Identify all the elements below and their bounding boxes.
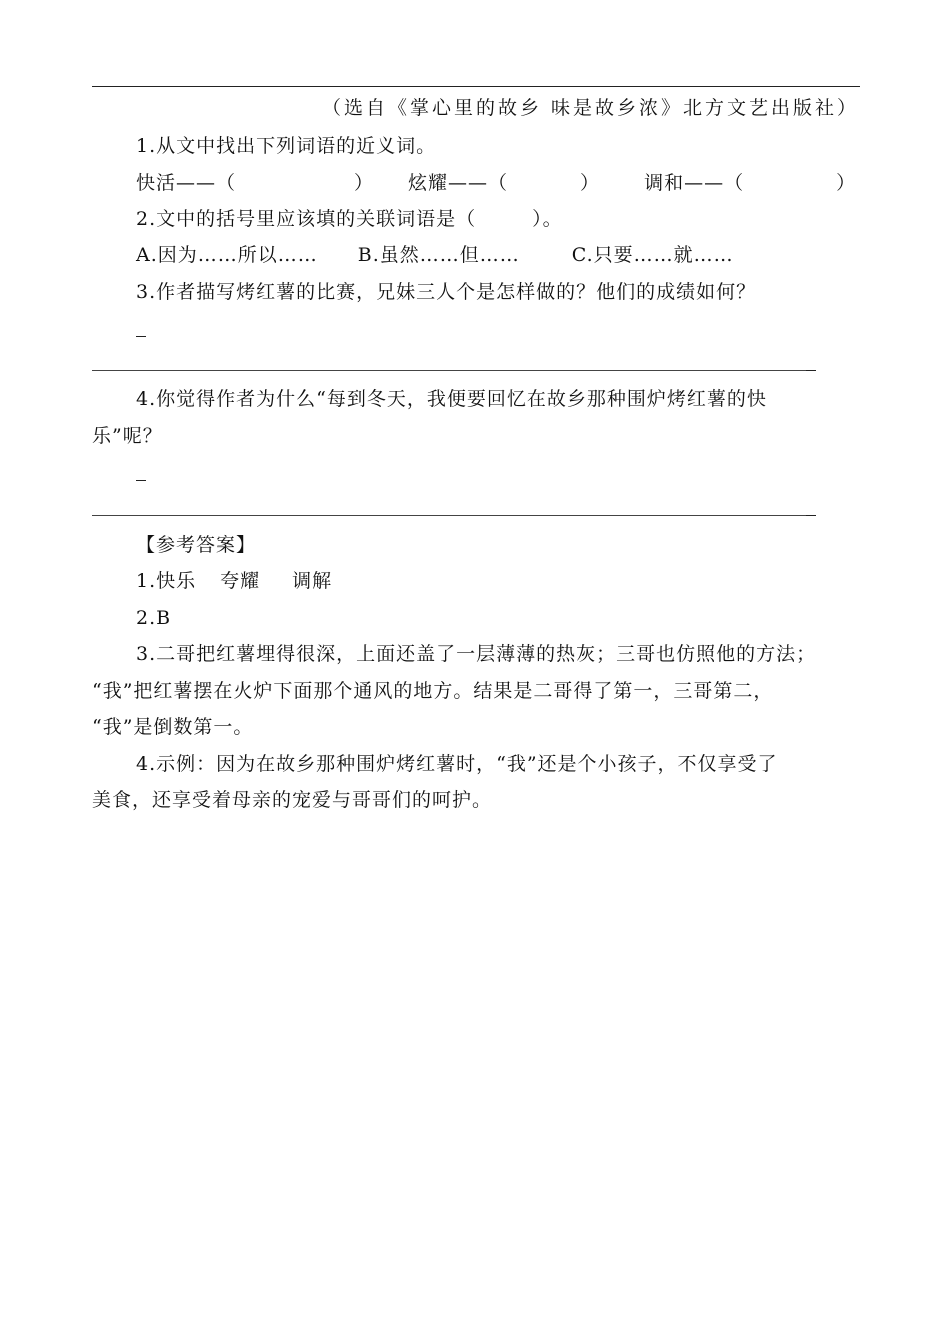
question-2-options [136,243,734,267]
answer-4-line-2: 美食，还享受着母亲的宠爱与哥哥们的呵护。 [92,789,493,811]
q1-item-1: 快活——（ [136,172,237,194]
q3-answer-line [92,370,808,371]
question-1-prompt: 1.从文中找出下列词语的近义词。 [136,135,437,157]
answer-1-word-1: 1.快乐 [136,570,197,592]
q2-prompt-text: 2.文中的括号里应该填的关联词语是（ [136,208,477,230]
answer-1 [136,569,332,593]
q4-answer-start-mark [136,480,146,481]
question-2-prompt [136,207,563,231]
question-4-prompt-line-2: 乐”呢？ [92,425,163,447]
answer-3-line-1: 3.二哥把红薯埋得很深，上面还盖了一层薄薄的热灰；三哥也仿照他的方法； [136,643,817,665]
question-3-prompt: 3.作者描写烤红薯的比赛，兄妹三人个是怎样做的？他们的成绩如何？ [136,281,757,303]
answer-4-line-1: 4.示例：因为在故乡那种围炉烤红薯时，“我”还是个小孩子，不仅享受了 [136,753,778,775]
q1-item-1-close: ） [354,172,375,194]
answer-1-word-2: 夸耀 [220,570,261,592]
q2-prompt-end: ）。 [532,208,563,230]
question-1-items [136,171,856,195]
q4-answer-line [92,515,808,516]
q1-item-3: 调和——（ [644,172,745,194]
answer-3-line-3: “我”是倒数第一。 [92,716,254,738]
q4-answer-end-mark [806,515,816,516]
answer-3-line-2: “我”把红薯摆在火炉下面那个通风的地方。结果是二哥得了第一，三哥第二， [92,680,774,702]
q1-item-2-close: ） [580,172,601,194]
top-rule [92,86,860,87]
q1-item-3-close: ） [836,172,857,194]
q1-item-2: 炫耀——（ [408,172,509,194]
q3-answer-start-mark [136,336,146,337]
answers-heading: 【参考答案】 [136,534,257,556]
q2-option-b: B.虽然……但…… [357,244,520,266]
answer-1-word-3: 调解 [292,570,333,592]
question-4-prompt-line-1: 4.你觉得作者为什么“每到冬天，我便要回忆在故乡那种围炉烤红薯的快 [136,388,767,410]
q3-answer-end-mark [806,370,816,371]
q2-option-a: A.因为……所以…… [136,244,318,266]
answer-2: 2.B [136,607,172,629]
source-citation: （选自《掌心里的故乡 味是故乡浓》北方文艺出版社） [322,97,860,119]
q2-option-c: C.只要……就…… [571,244,734,266]
